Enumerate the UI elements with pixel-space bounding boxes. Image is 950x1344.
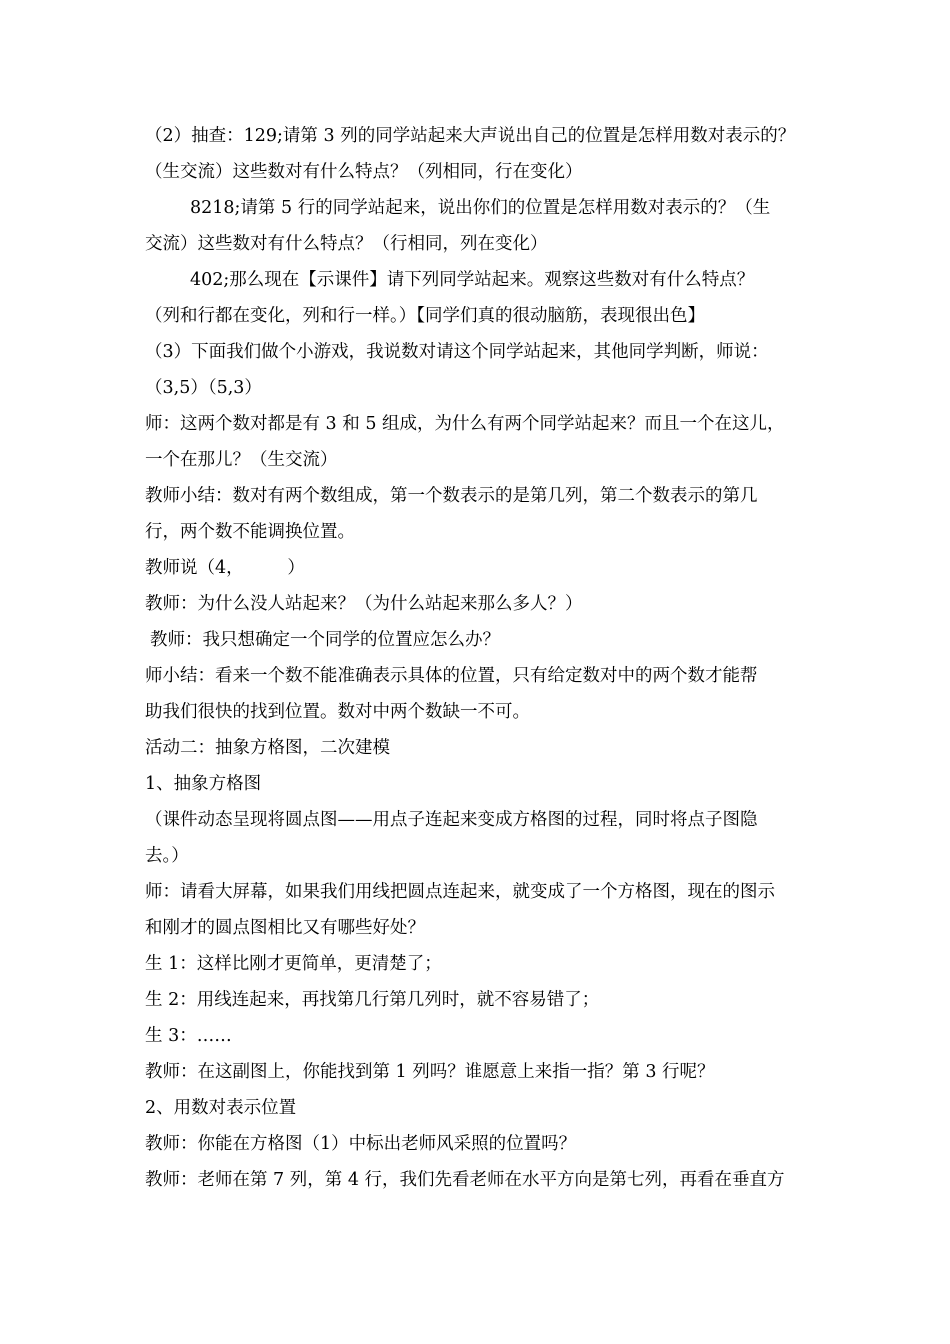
text-line: （课件动态呈现将圆点图——用点子连起来变成方格图的过程，同时将点子图隐 (145, 810, 758, 830)
text-line: 教师：老师在第 7 列，第 4 行，我们先看老师在水平方向是第七列，再看在垂直方 (145, 1170, 785, 1190)
text-line: （生交流）这些数对有什么特点？（列相同，行在变化） (145, 162, 583, 182)
text-line: 去。） (145, 846, 189, 866)
section-heading: 活动二：抽象方格图，二次建模 (145, 738, 390, 758)
text-line: 和刚才的圆点图相比又有哪些好处？ (145, 918, 425, 938)
text-line: 生 2：用线连起来，再找第几行第几列时，就不容易错了； (145, 990, 600, 1010)
text-line: 教师说（4， ） (145, 558, 305, 578)
subsection-heading: 1、抽象方格图 (145, 774, 262, 794)
text-line: 8218;请第 5 行的同学站起来，说出你们的位置是怎样用数对表示的？（生 (190, 198, 771, 218)
text-line: （列和行都在变化，列和行一样。）【同学们真的很动脑筋，表现很出色】 (145, 306, 705, 326)
text-line: 师：请看大屏幕，如果我们用线把圆点连起来，就变成了一个方格图，现在的图示 (145, 882, 775, 902)
text-line: 生 3：…… (145, 1026, 232, 1046)
document-body (145, 118, 815, 1198)
text-line: 402;那么现在【示课件】请下列同学站起来。观察这些数对有什么特点？ (190, 270, 755, 290)
text-line: （2）抽查：129;请第 3 列的同学站起来大声说出自己的位置是怎样用数对表示的？ (145, 126, 796, 146)
text-line: 教师小结：数对有两个数组成，第一个数表示的是第几列，第二个数表示的第几 (145, 486, 758, 506)
subsection-heading: 2、用数对表示位置 (145, 1098, 297, 1118)
text-line: （3,5）（5,3） (145, 378, 262, 398)
text-line: 教师：你能在方格图（1）中标出老师风采照的位置吗？ (145, 1134, 577, 1154)
text-line: 交流）这些数对有什么特点？（行相同，列在变化） (145, 234, 548, 254)
text-line: 师：这两个数对都是有 3 和 5 组成，为什么有两个同学站起来？而且一个在这儿， (145, 414, 785, 434)
text-line: 生 1：这样比刚才更简单，更清楚了； (145, 954, 442, 974)
text-line: 教师：为什么没人站起来？（为什么站起来那么多人？） (145, 594, 583, 614)
text-line: 行，两个数不能调换位置。 (145, 522, 355, 542)
text-line: （3）下面我们做个小游戏，我说数对请这个同学站起来，其他同学判断，师说： (145, 342, 769, 362)
text-line: 师小结：看来一个数不能准确表示具体的位置，只有给定数对中的两个数才能帮 (145, 666, 758, 686)
text-line: 教师：在这副图上，你能找到第 1 列吗？谁愿意上来指一指？第 3 行呢？ (145, 1062, 715, 1082)
text-line: 一个在那儿？（生交流） (145, 450, 338, 470)
text-line: 教师：我只想确定一个同学的位置应怎么办？ (150, 630, 500, 650)
text-line: 助我们很快的找到位置。数对中两个数缺一不可。 (145, 702, 530, 722)
